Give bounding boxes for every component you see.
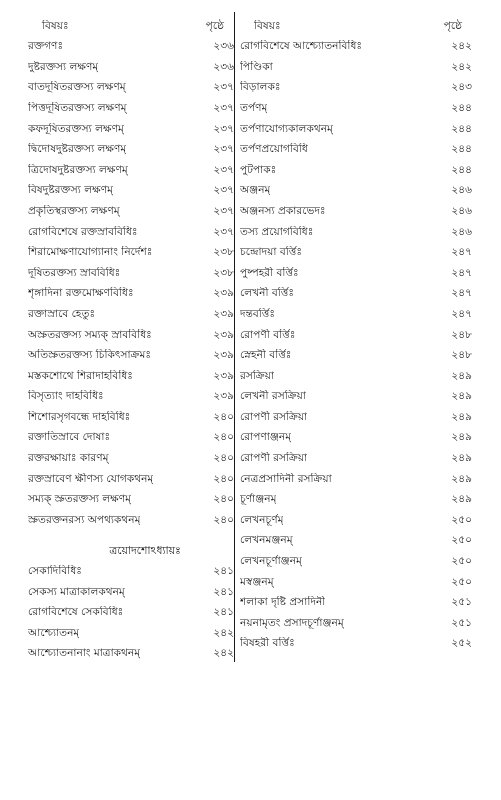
toc-entry: [28, 33, 234, 54]
toc-entry-title: রোপণী রসক্রিয়া: [240, 410, 308, 423]
toc-entry-page: ২৪১: [213, 585, 234, 598]
toc-entry: [240, 136, 472, 157]
toc-entry-title: সেকস্য মাত্রাকালকথনম্: [28, 585, 125, 598]
toc-entry-page: ২৪৭: [451, 266, 472, 279]
toc-entry-page: ২৪৩: [451, 81, 472, 94]
toc-entry-title: রক্তাতিস্রাবে দোষাঃ: [28, 431, 111, 444]
toc-entry: [240, 300, 472, 321]
toc-entry-title: রক্তস্রাবেণ ক্ষীণস্য যোগকথনম্: [28, 472, 154, 485]
toc-entry: [28, 444, 234, 465]
right-entry-list: [240, 33, 472, 651]
toc-entry-title: বিষহরী বর্ত্তিঃ: [240, 637, 295, 650]
toc-entry-title: দুষ্টরক্তস্য লক্ষণম্: [28, 60, 99, 73]
toc-entry: [28, 362, 234, 383]
toc-entry: [28, 342, 234, 363]
toc-entry: [240, 403, 472, 424]
toc-entry-title: রক্তরক্ষায়াঃ কারণম্: [28, 452, 109, 465]
toc-entry: [240, 321, 472, 342]
toc-entry-page: ২৫১: [451, 596, 472, 609]
toc-entry: [28, 94, 234, 115]
toc-entry: [240, 239, 472, 260]
toc-entry-page: ২৩৯: [213, 369, 234, 382]
toc-entry: [28, 578, 234, 599]
toc-entry-page: ২৩৭: [213, 225, 234, 238]
toc-entry: [28, 156, 234, 177]
toc-entry-page: ২৩৭: [213, 204, 234, 217]
toc-entry-page: ২৪৬: [451, 225, 472, 238]
toc-entry-title: স্নেহনী বর্ত্তিঃ: [240, 349, 292, 362]
left-entry-list: [28, 33, 234, 527]
toc-entry-page: ২৪৪: [451, 163, 472, 176]
toc-entry-page: ২৫১: [451, 616, 472, 629]
toc-entry-title: তর্পণপ্রয়োগবিধি: [240, 143, 308, 156]
toc-entry: [240, 156, 472, 177]
toc-entry-page: ২৩৭: [213, 163, 234, 176]
toc-entry: [240, 527, 472, 548]
toc-entry-page: ২৩৮: [213, 246, 234, 259]
toc-entry-title: রক্তগণঃ: [28, 40, 64, 53]
toc-entry: [28, 136, 234, 157]
toc-entry: [240, 74, 472, 95]
toc-entry: [28, 424, 234, 445]
toc-entry-page: ২৫০: [451, 575, 472, 588]
toc-entry: [240, 424, 472, 445]
toc-entry-page: ২৩৯: [213, 390, 234, 403]
toc-entry-page: ২৩৮: [213, 266, 234, 279]
toc-entry-title: লেখনচূর্ণাঞ্জনম্: [240, 555, 302, 568]
toc-entry-title: পুষ্পহরী বর্ত্তিঃ: [240, 266, 299, 279]
toc-entry-page: ২৪৯: [451, 452, 472, 465]
left-entry-list-after: [28, 557, 234, 660]
toc-entry-page: ২৩৯: [213, 307, 234, 320]
toc-entry-title: লেখনমঞ্জনম্: [240, 534, 293, 547]
toc-entry: [28, 74, 234, 95]
toc-entry: [240, 589, 472, 610]
toc-entry-page: ২৩৯: [213, 349, 234, 362]
toc-entry-title: নয়নামৃতং প্রসাদচূর্ণাঞ্জনম্: [240, 616, 344, 629]
toc-entry-page: ২৩৬: [213, 40, 234, 53]
toc-entry-page: ২৪৪: [451, 143, 472, 156]
toc-entry-page: ২৪৭: [451, 246, 472, 259]
toc-entry-title: আশ্চ্যোতনম্: [28, 626, 80, 639]
toc-entry-page: ২৪৯: [451, 410, 472, 423]
toc-entry-title: সম্যক্ স্রুতরক্তস্য লক্ষণম্: [28, 493, 132, 506]
toc-entry: [240, 465, 472, 486]
toc-entry: [28, 280, 234, 301]
section-gap: [28, 527, 234, 537]
toc-entry-page: ২৪০: [213, 431, 234, 444]
toc-entry-page: ২৪২: [213, 626, 234, 639]
toc-entry: [28, 115, 234, 136]
toc-entry-title: বাতদূষিতরক্তস্য লক্ষণম্: [28, 81, 126, 94]
toc-entry-page: ২৪০: [213, 472, 234, 485]
toc-entry-title: বিসৃত্যাং দাহবিধিঃ: [28, 390, 104, 403]
toc-entry: [28, 53, 234, 74]
toc-entry-title: শলাকা দৃষ্টি প্রসাদিনী: [240, 596, 326, 609]
toc-entry-page: ২৩৭: [213, 101, 234, 114]
toc-entry-title: রোপণাঞ্জনম্: [240, 431, 292, 444]
toc-entry-title: চূর্ণাঞ্জনম্: [240, 493, 277, 506]
toc-entry-title: স্রুতরক্তনরস্য অপথ্যকথনম্: [28, 513, 141, 526]
toc-entry-title: শিশোরসৃগবন্ধে দাহবিধিঃ: [28, 410, 131, 423]
toc-entry-page: ২৩৯: [213, 287, 234, 300]
toc-entry: [240, 33, 472, 54]
toc-entry-title: আশ্চ্যোতনানাং মাত্রাকথনম্: [28, 647, 141, 660]
toc-entry-title: পিত্তদূষিতরক্তস্য লক্ষণম্: [28, 101, 127, 114]
toc-entry: [240, 609, 472, 630]
left-subject-header: বিষয়ঃ: [42, 19, 69, 32]
toc-entry-title: বিষদুষ্টরক্তস্য লক্ষণম্: [28, 184, 114, 197]
toc-entry: [28, 197, 234, 218]
toc-entry-page: ২৩৭: [213, 122, 234, 135]
toc-entry: [28, 239, 234, 260]
toc-entry-page: ২৪৬: [451, 184, 472, 197]
right-page-header: পৃষ্ঠে: [443, 19, 462, 32]
toc-entry: [28, 259, 234, 280]
toc-entry-page: ২৫০: [451, 534, 472, 547]
toc-entry-page: ২৪৯: [451, 472, 472, 485]
toc-entry-title: ত্রিদোষদুষ্টরক্তস্য লক্ষণম্: [28, 163, 128, 176]
toc-entry-page: ২৩৬: [213, 60, 234, 73]
toc-entry: [240, 197, 472, 218]
toc-entry-page: ২৪১: [213, 565, 234, 578]
toc-entry-title: প্রকৃতিস্থরক্তস্য লক্ষণম্: [28, 204, 120, 217]
toc-entry-title: পুটপাকঃ: [240, 163, 277, 176]
toc-entry-page: ২৪৯: [451, 431, 472, 444]
toc-entry: [240, 280, 472, 301]
toc-entry-title: চন্দ্রোদয়া বর্ত্তিঃ: [240, 246, 303, 259]
toc-entry-title: কফদূষিতরক্তস্য লক্ষণম্: [28, 122, 124, 135]
toc-entry-title: তর্পণম্: [240, 101, 268, 114]
toc-entry-title: শৃঙ্গাদিনা রক্তমোক্ষণবিধিঃ: [28, 287, 134, 300]
toc-entry: [240, 177, 472, 198]
toc-entry: [240, 342, 472, 363]
toc-entry-page: ২৪৯: [451, 493, 472, 506]
left-column: [28, 12, 234, 660]
toc-entry-title: অঞ্জনম্: [240, 184, 271, 197]
toc-entry-page: ২৪৯: [451, 390, 472, 403]
toc-entry: [28, 486, 234, 507]
left-section-heading-row: [28, 537, 234, 558]
toc-entry: [240, 383, 472, 404]
toc-entry: [28, 465, 234, 486]
toc-entry: [240, 630, 472, 651]
toc-entry-title: পিণ্ডিকা: [240, 60, 273, 73]
toc-entry-title: রোগবিশেষে রক্তস্রাববিধিঃ: [28, 225, 138, 238]
toc-entry-page: ২৪০: [213, 410, 234, 423]
toc-entry: [240, 218, 472, 239]
toc-entry-page: ২৪০: [213, 493, 234, 506]
toc-entry: [28, 177, 234, 198]
toc-entry: [240, 486, 472, 507]
toc-entry: [240, 506, 472, 527]
toc-entry: [28, 300, 234, 321]
toc-entry-title: রক্তাস্রাবে হেতুঃ: [28, 307, 96, 320]
toc-entry-page: ২৪৮: [451, 328, 472, 341]
right-column: [240, 12, 472, 650]
toc-entry: [240, 547, 472, 568]
toc-entry-page: ২৪২: [213, 647, 234, 660]
toc-entry-title: দন্তবর্ত্তিঃ: [240, 307, 276, 320]
toc-entry-title: অস্রুতরক্তস্য সম্যক্ স্রাববিধিঃ: [28, 328, 152, 341]
toc-entry-page: ২৩৭: [213, 81, 234, 94]
toc-entry: [28, 640, 234, 661]
toc-entry-title: রসক্রিয়া: [240, 369, 275, 382]
toc-entry-page: ২৫০: [451, 513, 472, 526]
toc-entry-page: ২৪২: [451, 40, 472, 53]
toc-entry-page: ২৪৪: [451, 101, 472, 114]
right-column-header: [240, 12, 472, 33]
toc-entry-page: ২৪০: [213, 513, 234, 526]
chapter-heading: ত্রয়োদশোঽধ্যায়ঃ: [109, 544, 181, 558]
toc-entry-title: রোপণী বর্ত্তিঃ: [240, 328, 296, 341]
toc-entry: [240, 115, 472, 136]
toc-entry-title: তস্য প্রয়োগবিধিঃ: [240, 225, 314, 238]
toc-entry-title: রোপণী রসক্রিয়া: [240, 452, 308, 465]
toc-entry-page: ২৫২: [451, 637, 472, 650]
toc-entry-title: লেখনচূর্ণম্: [240, 513, 284, 526]
toc-entry: [240, 259, 472, 280]
toc-entry-title: শিরামোক্ষণাযোগ্যানাং নির্দেশঃ: [28, 246, 153, 259]
toc-entry: [28, 619, 234, 640]
toc-entry-page: ২৪৮: [451, 349, 472, 362]
toc-entry: [28, 599, 234, 620]
toc-entry-title: বিড়ালকঃ: [240, 81, 281, 94]
toc-entry-page: ২৩৭: [213, 143, 234, 156]
toc-entry-title: অঞ্জনস্য প্রকারভেদঃ: [240, 204, 326, 217]
toc-entry-page: ২৪৭: [451, 287, 472, 300]
toc-entry: [28, 506, 234, 527]
toc-entry: [240, 444, 472, 465]
toc-entry: [28, 218, 234, 239]
toc-entry: [240, 53, 472, 74]
toc-entry: [240, 94, 472, 115]
toc-entry-page: ২৫০: [451, 555, 472, 568]
toc-entry-title: দূষিতরক্তস্য স্রাববিধিঃ: [28, 266, 121, 279]
toc-entry-page: ২৪৭: [451, 307, 472, 320]
toc-entry: [28, 557, 234, 578]
column-divider: [234, 12, 235, 662]
toc-entry-page: ২৪৬: [451, 204, 472, 217]
toc-entry-page: ২৩৯: [213, 328, 234, 341]
toc-entry-page: ২৪২: [451, 60, 472, 73]
toc-entry-title: অতিস্রুতরক্তস্য চিকিৎসাক্রমঃ: [28, 349, 152, 362]
toc-entry: [28, 383, 234, 404]
toc-entry-title: নেত্রপ্রসাদিনী রসক্রিয়া: [240, 472, 332, 485]
left-column-header: [28, 12, 234, 33]
toc-entry: [28, 321, 234, 342]
toc-entry-page: ২৪৪: [451, 122, 472, 135]
toc-entry-title: রোগবিশেষে আশ্চ্যোতনবিধিঃ: [240, 40, 363, 53]
toc-entry: [240, 568, 472, 589]
toc-entry-page: ২৪১: [213, 606, 234, 619]
toc-entry-title: লেখনী বর্ত্তিঃ: [240, 287, 295, 300]
toc-entry-page: ২৪৯: [451, 369, 472, 382]
left-page-header: পৃষ্ঠে: [205, 19, 224, 32]
toc-entry: [240, 362, 472, 383]
toc-entry-title: তর্পণাযোগ্যকালকথনম্: [240, 122, 333, 135]
toc-entry-title: মস্তকশোথে শিরাদাহবিধিঃ: [28, 369, 133, 382]
right-subject-header: বিষয়ঃ: [254, 19, 281, 32]
toc-entry-title: লেখনী রসক্রিয়া: [240, 390, 306, 403]
toc-entry: [28, 403, 234, 424]
toc-entry-page: ২৪০: [213, 452, 234, 465]
toc-entry-title: রোগবিশেষে সেকবিধিঃ: [28, 606, 124, 619]
toc-entry-title: দ্বিদোষদুষ্টরক্তস্য লক্ষণম্: [28, 143, 127, 156]
toc-entry-title: মস্বঞ্জনম্: [240, 575, 274, 588]
toc-entry-page: ২৩৭: [213, 184, 234, 197]
toc-entry-title: সেকাদিবিধিঃ: [28, 565, 82, 578]
